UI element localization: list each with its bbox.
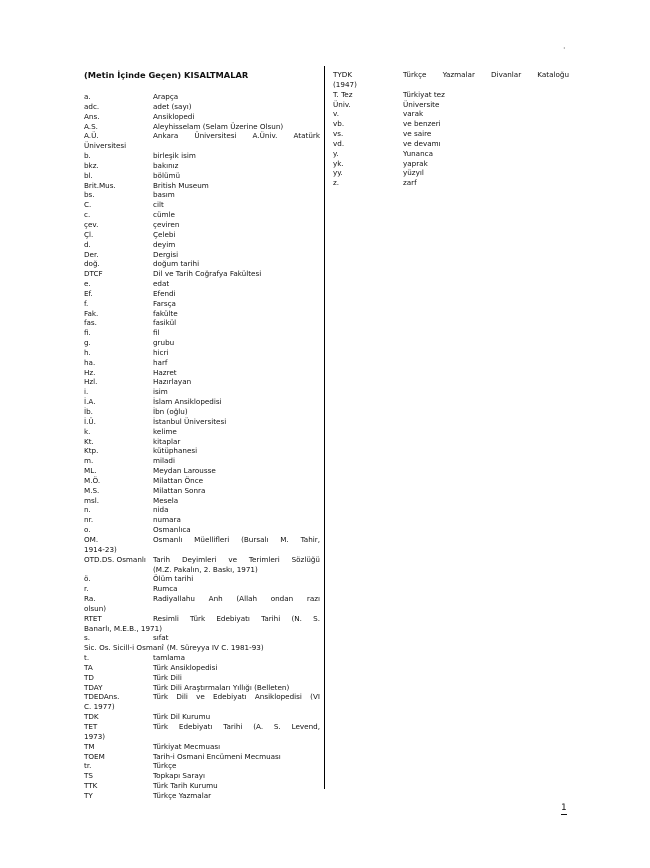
abbreviation-term: fi. <box>84 328 91 338</box>
abbreviation-term: bs. <box>84 190 95 200</box>
abbreviation-meaning: tamlama <box>153 653 186 663</box>
abbreviation-entry <box>333 159 569 169</box>
abbreviation-term: ML. <box>84 466 97 476</box>
abbreviation-meaning: varak <box>403 109 424 119</box>
abbreviation-term: o. <box>84 525 91 535</box>
abbreviation-term: TOEM <box>84 751 105 761</box>
abbreviation-term: h. <box>84 347 91 357</box>
abbreviation-term: yy. <box>333 168 343 178</box>
abbreviation-entry <box>84 574 320 584</box>
abbreviation-entry <box>84 466 320 476</box>
abbreviation-term: i. <box>84 387 89 397</box>
abbreviation-meaning: Yunanca <box>403 148 433 158</box>
abbreviation-term: ö. <box>84 574 91 584</box>
abbreviation-term: M.S. <box>84 485 100 495</box>
abbreviation-meaning: (M. Süreyya IV C. 1981-93) <box>166 643 264 653</box>
abbreviation-meaning-continuation: Banarlı, M.E.B., 1971) <box>84 623 163 633</box>
abbreviation-term: TDK <box>84 712 99 722</box>
abbreviation-term: Ef. <box>84 288 93 298</box>
abbreviation-meaning: İslam Ansiklopedisi <box>153 397 222 407</box>
abbreviation-entry <box>84 476 320 486</box>
abbreviation-entry <box>84 692 320 702</box>
abbreviation-term: TDEDAns. <box>84 692 120 702</box>
abbreviation-entry <box>84 279 320 289</box>
abbreviation-meaning: kütüphanesi <box>153 446 198 456</box>
abbreviation-entry <box>84 722 320 732</box>
abbreviation-meaning: Dil ve Tarih Coğrafya Fakültesi <box>153 269 262 279</box>
abbreviation-entry <box>84 102 320 112</box>
abbreviation-term: DTCF <box>84 269 103 279</box>
abbreviation-entry <box>84 417 320 427</box>
abbreviation-entry <box>84 446 320 456</box>
abbreviation-entry <box>84 92 320 102</box>
abbreviation-term: İ.Ü. <box>84 416 96 426</box>
abbreviation-entry <box>84 328 320 338</box>
abbreviation-term: TA <box>84 662 93 672</box>
abbreviation-meaning-continuation: 1914-23) <box>84 544 117 554</box>
abbreviation-entry <box>84 742 320 752</box>
abbreviation-term: vd. <box>333 138 345 148</box>
abbreviation-meaning: ve saire <box>403 129 432 139</box>
abbreviation-term: s. <box>84 633 91 643</box>
abbreviation-term: adc. <box>84 101 100 111</box>
abbreviation-meaning: Türk Dili ve Edebiyatı Ansiklopedisi (VI <box>153 692 320 702</box>
abbreviation-entry <box>84 259 320 269</box>
abbreviation-meaning: Efendi <box>153 288 176 298</box>
abbreviation-entry <box>84 240 320 250</box>
abbreviation-meaning: numara <box>153 515 181 525</box>
corner-mark: · <box>563 44 566 53</box>
abbreviation-entry <box>333 168 569 178</box>
abbreviation-term: a. <box>84 92 91 101</box>
abbreviation-meaning: cilt <box>153 200 164 210</box>
abbreviation-term: TY <box>84 790 93 800</box>
abbreviation-entry <box>84 555 320 565</box>
abbreviation-entry <box>84 269 320 279</box>
abbreviation-term: TYDK <box>333 70 353 79</box>
abbreviation-meaning: Mesela <box>153 495 179 505</box>
abbreviation-list-left <box>84 92 320 801</box>
abbreviation-term: Hz. <box>84 367 96 377</box>
abbreviation-meaning: yaprak <box>403 158 428 168</box>
abbreviation-entry <box>84 653 320 663</box>
abbreviation-term: Hzl. <box>84 377 98 387</box>
abbreviation-entry <box>84 368 320 378</box>
abbreviation-term: TDAY <box>84 682 103 692</box>
abbreviation-meaning: Milattan Önce <box>153 475 204 485</box>
abbreviation-entry <box>84 594 320 604</box>
abbreviation-meaning: basım <box>153 190 175 200</box>
abbreviation-term: k. <box>84 426 91 436</box>
abbreviation-entry <box>84 515 320 525</box>
page-number: 1 <box>561 803 567 813</box>
abbreviation-meaning: Çelebi <box>153 229 176 239</box>
abbreviation-meaning: Ankara Üniversitesi A.Üniv. Atatürk <box>153 131 320 141</box>
abbreviation-entry <box>84 200 320 210</box>
abbreviation-entry <box>84 112 320 122</box>
abbreviation-term: c. <box>84 210 91 220</box>
abbreviation-term: Fak. <box>84 308 99 318</box>
abbreviation-meaning: deyim <box>153 239 176 249</box>
abbreviation-term: y. <box>333 148 339 158</box>
abbreviation-term: TD <box>84 672 94 682</box>
abbreviation-term: msl. <box>84 495 100 505</box>
abbreviation-entry <box>84 456 320 466</box>
abbreviation-meaning: ve benzeri <box>403 119 441 129</box>
abbreviation-meaning: fakülte <box>153 308 178 318</box>
abbreviation-entry <box>84 318 320 328</box>
abbreviation-meaning: Ansiklopedi <box>153 111 195 121</box>
abbreviation-meaning: çeviren <box>153 219 180 229</box>
abbreviation-meaning: Türkçe Yazmalar <box>153 790 212 800</box>
abbreviation-entry <box>333 109 569 119</box>
abbreviation-meaning-continuation: 1973) <box>84 731 106 741</box>
abbreviation-meaning: Türkçe <box>153 761 177 771</box>
abbreviation-term: ha. <box>84 357 96 367</box>
page-title: (Metin İçinde Geçen) KISALTMALAR <box>84 70 249 80</box>
abbreviation-entry <box>84 309 320 319</box>
abbreviation-term: Ans. <box>84 111 100 121</box>
abbreviation-meaning: bölümü <box>153 170 181 180</box>
abbreviation-entry <box>84 358 320 368</box>
abbreviation-term: bkz. <box>84 160 99 170</box>
abbreviation-meaning: sıfat <box>153 633 169 643</box>
abbreviation-entry <box>84 771 320 781</box>
abbreviation-entry <box>84 122 320 132</box>
abbreviation-entry <box>333 90 569 100</box>
column-divider <box>324 66 325 789</box>
abbreviation-term: TTK <box>84 781 98 791</box>
abbreviation-entry <box>84 220 320 230</box>
abbreviation-entry <box>84 614 320 624</box>
abbreviation-meaning: Tarih-i Osmani Encümeni Mecmuası <box>153 751 281 761</box>
abbreviation-meaning: Üniversite <box>403 99 440 109</box>
abbreviation-term: A.Ü. <box>84 131 99 141</box>
abbreviation-entry <box>84 210 320 220</box>
abbreviation-entry <box>84 387 320 397</box>
abbreviation-meaning: miladi <box>153 456 175 466</box>
abbreviation-entry <box>84 486 320 496</box>
abbreviation-meaning: British Museum <box>153 180 209 190</box>
abbreviation-term: g. <box>84 338 91 348</box>
abbreviation-term: İ.A. <box>84 397 96 407</box>
abbreviation-meaning: Dergisi <box>153 249 179 259</box>
abbreviation-term: RTET <box>84 613 102 623</box>
abbreviation-term: r. <box>84 584 89 594</box>
abbreviation-meaning: fasikül <box>153 318 177 328</box>
abbreviation-term: tr. <box>84 761 92 771</box>
abbreviation-term: çev. <box>84 219 99 229</box>
abbreviation-term: C. <box>84 200 92 210</box>
abbreviation-term: m. <box>84 456 94 466</box>
abbreviation-entry <box>333 178 569 188</box>
abbreviation-entry <box>84 427 320 437</box>
abbreviation-entry <box>84 171 320 181</box>
abbreviation-meaning: Milattan Sonra <box>153 485 206 495</box>
abbreviation-meaning: Farsça <box>153 298 176 308</box>
abbreviation-term: vb. <box>333 119 345 129</box>
abbreviation-meaning: Arapça <box>153 92 179 101</box>
abbreviation-meaning: fil <box>153 328 160 338</box>
abbreviation-entry <box>84 250 320 260</box>
abbreviation-term: Ra. <box>84 594 96 604</box>
abbreviation-meaning: kelime <box>153 426 177 436</box>
abbreviation-meaning: Osmanlıca <box>153 525 191 535</box>
abbreviation-entry <box>84 673 320 683</box>
abbreviation-term: A.S. <box>84 121 98 131</box>
abbreviation-meaning: doğum tarihi <box>153 259 200 269</box>
abbreviation-meaning: zarf <box>403 178 417 188</box>
abbreviation-meaning-continuation: C. 1977) <box>84 702 115 712</box>
abbreviation-entry <box>84 437 320 447</box>
abbreviation-term: bl. <box>84 170 93 180</box>
abbreviation-entry <box>84 299 320 309</box>
abbreviation-meaning: edat <box>153 279 170 289</box>
abbreviation-meaning: isim <box>153 387 168 397</box>
abbreviation-meaning: hicri <box>153 347 169 357</box>
abbreviation-term: d. <box>84 239 91 249</box>
abbreviation-entry <box>84 230 320 240</box>
abbreviation-term: OM. <box>84 534 99 544</box>
abbreviation-entry <box>84 397 320 407</box>
abbreviation-meaning: Aleyhisselam (Selam Üzerine Olsun) <box>153 121 284 131</box>
abbreviation-meaning: Türk Dil Kurumu <box>153 712 211 722</box>
abbreviation-meaning: Türkiyat tez <box>403 89 445 99</box>
abbreviation-list-right <box>333 70 569 188</box>
abbreviation-entry <box>84 683 320 693</box>
abbreviation-meaning: Türk Ansiklopedisi <box>153 662 218 672</box>
abbreviation-entry <box>333 139 569 149</box>
abbreviation-term: f. <box>84 298 89 308</box>
abbreviation-meaning: Türkçe Yazmalar Divanlar Kataloğu <box>403 70 569 79</box>
abbreviation-entry <box>84 525 320 535</box>
abbreviation-entry <box>333 129 569 139</box>
abbreviation-term: yk. <box>333 158 344 168</box>
abbreviation-entry <box>84 407 320 417</box>
abbreviation-entry <box>84 712 320 722</box>
abbreviation-meaning: Meydan Larousse <box>153 466 216 476</box>
abbreviation-entry <box>84 584 320 594</box>
abbreviation-term: Der. <box>84 249 99 259</box>
abbreviation-meaning: Türk Dili <box>153 672 182 682</box>
abbreviation-meaning: yüzyıl <box>403 168 424 178</box>
abbreviation-term: T. Tez <box>333 89 353 99</box>
abbreviation-term: v. <box>333 109 339 119</box>
abbreviation-entry <box>84 663 320 673</box>
abbreviation-term: Brit.Mus. <box>84 180 116 190</box>
abbreviation-term: OTD.DS. Osmanlı <box>84 554 146 564</box>
abbreviation-meaning-continuation: (1947) <box>333 79 357 89</box>
abbreviation-term: vs. <box>333 129 344 139</box>
abbreviation-entry <box>84 535 320 545</box>
abbreviation-entry <box>84 761 320 771</box>
abbreviation-entry <box>84 781 320 791</box>
abbreviation-entry <box>84 151 320 161</box>
abbreviation-term: z. <box>333 178 340 188</box>
abbreviation-meaning: Hazırlayan <box>153 377 192 387</box>
abbreviation-entry <box>84 338 320 348</box>
abbreviation-term: Sic. Os. Sicill-i Osmanî <box>84 643 164 653</box>
abbreviation-entry <box>84 131 320 141</box>
abbreviation-entry <box>84 348 320 358</box>
abbreviation-meaning: Radiyallahu Anh (Allah ondan razı <box>153 594 320 604</box>
abbreviation-term: TS <box>84 771 93 781</box>
abbreviation-term: fas. <box>84 318 97 328</box>
abbreviation-entry <box>84 643 320 653</box>
abbreviation-entry <box>84 377 320 387</box>
abbreviation-term: TET <box>84 722 98 731</box>
abbreviation-term: Ktp. <box>84 446 99 456</box>
abbreviation-term: t. <box>84 653 90 663</box>
abbreviation-meaning-continuation: olsun) <box>84 603 107 613</box>
abbreviation-meaning: kitaplar <box>153 436 181 446</box>
abbreviation-meaning: Türk Dili Araştırmaları Yıllığı (Belleten) <box>153 682 290 692</box>
abbreviation-term: doğ. <box>84 259 100 269</box>
abbreviation-entry <box>84 181 320 191</box>
abbreviations-right-column <box>333 70 569 188</box>
abbreviation-entry <box>333 100 569 110</box>
abbreviation-term: TM <box>84 741 95 751</box>
abbreviation-meaning: Topkapı Sarayı <box>153 771 205 781</box>
abbreviation-meaning: Hazret <box>153 367 177 377</box>
abbreviation-term: M.Ö. <box>84 475 101 485</box>
abbreviation-entry <box>84 289 320 299</box>
abbreviation-meaning: İbn (oğlu) <box>153 407 188 416</box>
abbreviation-meaning: birleşik isim <box>153 151 196 161</box>
abbreviation-meaning: ve devamı <box>403 138 441 148</box>
abbreviation-meaning: Türk Tarih Kurumu <box>153 781 218 791</box>
abbreviation-meaning: adet (sayı) <box>153 101 192 111</box>
abbreviation-term: nr. <box>84 515 94 525</box>
abbreviation-term: Üniv. <box>333 99 351 109</box>
abbreviation-meaning: nida <box>153 505 169 515</box>
abbreviation-term: İb. <box>84 407 93 416</box>
abbreviation-entry <box>84 633 320 643</box>
abbreviation-term: n. <box>84 505 91 515</box>
abbreviation-entry <box>84 496 320 506</box>
abbreviation-meaning: Türkiyat Mecmuası <box>153 741 221 751</box>
abbreviation-term: e. <box>84 279 91 289</box>
abbreviation-entry <box>84 505 320 515</box>
abbreviation-meaning: İstanbul Üniversitesi <box>153 416 227 426</box>
abbreviation-meaning: Ölüm tarihi <box>153 574 194 584</box>
abbreviation-meaning: Resimli Türk Edebiyatı Tarihi (N. S. <box>153 613 320 623</box>
abbreviation-meaning: Rumca <box>153 584 178 594</box>
abbreviation-entry <box>333 149 569 159</box>
abbreviation-term: b. <box>84 151 91 161</box>
abbreviation-entry <box>84 161 320 171</box>
abbreviation-meaning-continuation: Üniversitesi <box>84 141 127 151</box>
abbreviation-meaning-continuation: (M.Z. Pakalın, 2. Baskı, 1971) <box>153 564 258 574</box>
abbreviation-entry <box>333 70 569 80</box>
abbreviation-meaning: grubu <box>153 338 175 348</box>
abbreviation-term: Kt. <box>84 436 94 446</box>
abbreviation-entry <box>84 791 320 801</box>
abbreviation-entry <box>84 752 320 762</box>
abbreviation-meaning: cümle <box>153 210 175 220</box>
abbreviations-left-column <box>84 70 320 801</box>
abbreviation-entry <box>84 190 320 200</box>
abbreviation-meaning: bakınız <box>153 160 179 170</box>
abbreviation-term: Çl. <box>84 229 94 239</box>
abbreviation-meaning: harf <box>153 357 168 367</box>
abbreviation-entry <box>333 119 569 129</box>
abbreviation-meaning: Osmanlı Müellifleri (Bursalı M. Tahir, <box>153 534 320 544</box>
abbreviation-meaning: Türk Edebiyatı Tarihi (A. S. Levend, <box>153 722 320 731</box>
abbreviation-meaning: Tarih Deyimleri ve Terimleri Sözlüğü <box>153 554 320 564</box>
